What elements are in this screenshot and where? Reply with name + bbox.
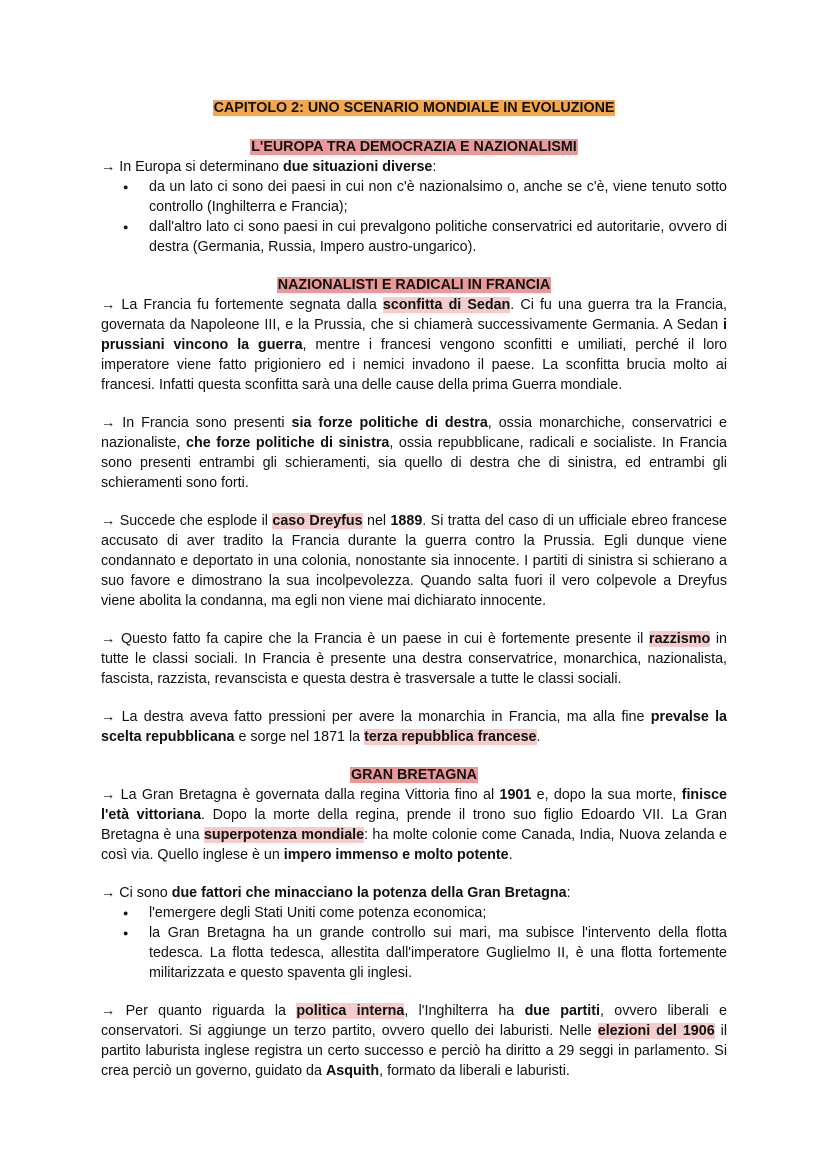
- francia-paragraph-razzismo: → Questo fatto fa capire che la Francia è un paese in cui è fortemente presente il razzismo in tutte le classi sociali. In Francia è presente una destra conservatrice, monarchica, nazionalista, fascista, razzista, revanscista e questa destra è trasversale a tutte le classi sociali.: [101, 631, 727, 687]
- europa-bullet-list: [101, 177, 727, 257]
- section-heading-gran-bretagna: [101, 765, 727, 785]
- francia-paragraph-dreyfus: → Succede che esplode il caso Dreyfus nel 1889. Si tratta del caso di un ufficiale ebreo francese accusato di aver tradito la Francia durante la guerra contro la Prussia. Egli dunque viene condannato e deportato in una colonia, nonostante sia innocente. I partiti di sinistra si schierano a suo favore e dimostrano la sua incolpevolezza. Quando salta fuori il vero colpevole a Dreyfus viene abolita la condanna, ma egli non viene mai dichiarato innocente.: [101, 513, 728, 609]
- francia-paragraph-sedan: → La Francia fu fortemente segnata dalla sconfitta di Sedan. Ci fu una guerra tra la Francia, governata da Napoleone III, e la Prussia, che si chiamerà successivamente Germania. A Sedan i prussiani vincono la guerra, mentre i francesi vengono sconfitti e umiliati, perché il loro imperatore viene fatto prigioniero ed i nemici invadono il paese. La sconfitta brucia molto ai francesi. Infatti questa sconfitta sarà una delle cause della prima Guerra mondiale.: [101, 297, 728, 393]
- gb-paragraph-politica-interna: → Per quanto riguarda la politica interna, l'Inghilterra ha due partiti, ovvero liberali e conservatori. Si aggiunge un terzo partito, ovvero quello dei laburisti. Nelle elezioni del 1906 il partito laburista inglese registra un certo successo e perciò ha diritto a 29 seggi in parlamento. Si crea perciò un governo, guidato da Asquith, formato da liberali e laburisti.: [101, 1003, 728, 1079]
- list-item: ● dall'altro lato ci sono paesi in cui prevalgono politiche conservatrici ed autoritarie, ovvero di destra (Germania, Russia, Impero austro-ungarico).: [149, 217, 727, 257]
- section-heading-europa-text: L'EUROPA TRA DEMOCRAZIA E NAZIONALISMI: [251, 139, 577, 155]
- gb-paragraph-vittoria: → La Gran Bretagna è governata dalla regina Vittoria fino al 1901 e, dopo la sua morte, finisce l'età vittoriana. Dopo la morte della regina, prende il trono suo figlio Edoardo VII. La Gran Bretagna è una superpotenza mondiale: ha molte colonie come Canada, India, Nuova zelanda e così via. Quello inglese è un impero immenso e molto potente.: [101, 787, 727, 863]
- chapter-title-row: [101, 98, 727, 118]
- section-heading-europa: [101, 137, 727, 157]
- section-heading-francia-text: NAZIONALISTI E RADICALI IN FRANCIA: [277, 277, 551, 293]
- francia-paragraph-repubblica: → La destra aveva fatto pressioni per avere la monarchia in Francia, ma alla fine prevalse la scelta repubblicana e sorge nel 1871 la terza repubblica francese.: [101, 709, 728, 745]
- europa-intro: → In Europa si determinano due situazioni diverse:: [101, 159, 437, 175]
- chapter-title: CAPITOLO 2: UNO SCENARIO MONDIALE IN EVOLUZIONE: [213, 100, 615, 116]
- section-heading-gran-bretagna-text: GRAN BRETAGNA: [350, 767, 478, 783]
- gb-paragraph-fattori: → Ci sono due fattori che minacciano la potenza della Gran Bretagna:: [101, 885, 571, 901]
- list-item: ● l'emergere degli Stati Uniti come potenza economica;: [149, 903, 727, 923]
- section-heading-francia: [101, 275, 727, 295]
- francia-paragraph-forze: → In Francia sono presenti sia forze politiche di destra, ossia monarchiche, conservatrici e nazionaliste, che forze politiche di sinistra, ossia repubblicane, radicali e socialiste. In Francia sono presenti entrambi gli schieramenti, sia quello di destra che di sinistra, ed entrambi gli schieramenti sono forti.: [101, 415, 727, 491]
- gb-bullet-list: [101, 903, 727, 983]
- list-item: ● da un lato ci sono dei paesi in cui non c'è nazionalsimo o, anche se c'è, viene tenuto sotto controllo (Inghilterra e Francia);: [149, 177, 727, 217]
- list-item: ● la Gran Bretagna ha un grande controllo sui mari, ma subisce l'intervento della flotta tedesca. La flotta tedesca, allestita dall'imperatore Guglielmo II, è una flotta fortemente militarizzata e questo spaventa gli inglesi.: [149, 923, 727, 983]
